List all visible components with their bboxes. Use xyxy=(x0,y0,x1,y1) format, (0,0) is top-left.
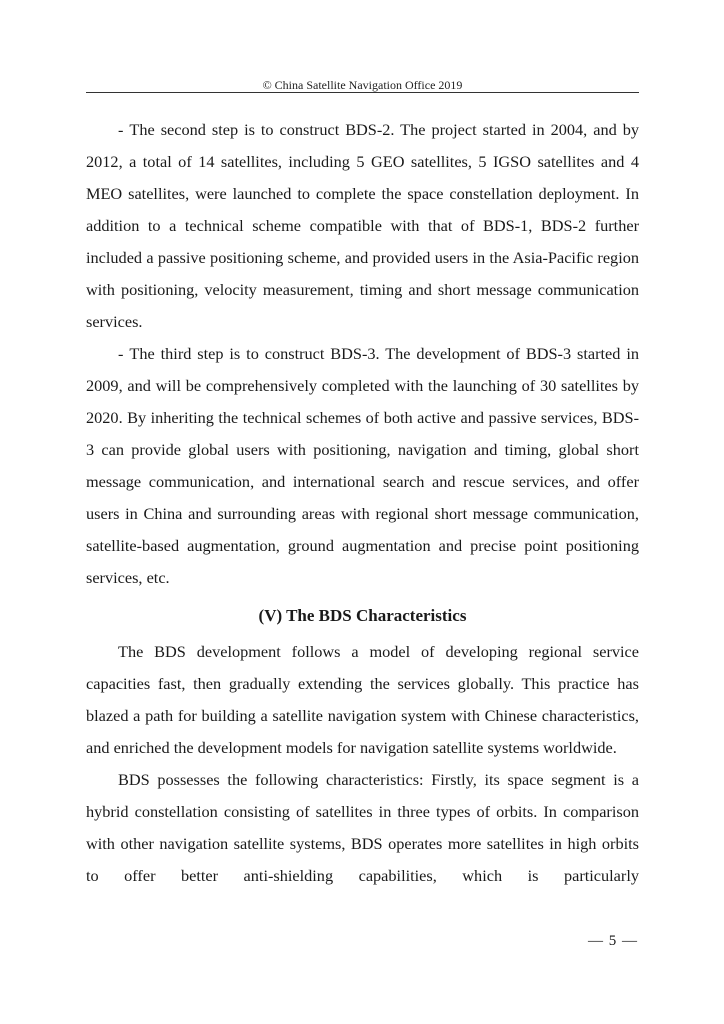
paragraph-step-3 xyxy=(86,338,639,594)
section-heading: (V) The BDS Characteristics xyxy=(258,606,467,625)
paragraph-characteristics: BDS possesses the following characteristics: Firstly, its space segment is a hybrid constellation consisting of satellites in three types of orbits. In comparison with other navigation satellite systems, BDS operates more satellites in high orbits to offer better anti-shielding capabilities, which is particularly xyxy=(86,770,639,885)
dash-bullet: - xyxy=(118,120,124,139)
page-header: © China Satellite Navigation Office 2019 xyxy=(262,78,463,92)
paragraph-step-2 xyxy=(86,114,639,338)
page-number: — 5 — xyxy=(588,933,638,949)
header-rule xyxy=(86,92,639,93)
paragraph-step-2-text: The second step is to construct BDS-2. The project started in 2004, and by 2012, a total of 14 satellites, including 5 GEO satellites, 5 IGSO satellites and 4 MEO satellites, were launched to complete the space constellation deployment. In addition to a technical scheme compatible with that of BDS-1, BDS-2 further included a passive positioning scheme, and provided users in the Asia-Pacific region with positioning, velocity measurement, timing and short message communication services. xyxy=(86,120,639,331)
dash-bullet: - xyxy=(118,344,124,363)
document-body xyxy=(86,114,639,892)
paragraph-development-model: The BDS development follows a model of developing regional service capacities fast, then gradually extending the services globally. This practice has blazed a path for building a satellite navigation system with Chinese characteristics, and enriched the development models for navigation satellite systems worldwide. xyxy=(86,642,639,757)
paragraph-step-3-text: The third step is to construct BDS-3. The development of BDS-3 started in 2009, and will be comprehensively completed with the launching of 30 satellites by 2020. By inheriting the technical schemes of both active and passive services, BDS-3 can provide global users with positioning, navigation and timing, global short message communication, and international search and rescue services, and offer users in China and surrounding areas with regional short message communication, satellite-based augmentation, ground augmentation and precise point positioning services, etc. xyxy=(86,344,639,587)
